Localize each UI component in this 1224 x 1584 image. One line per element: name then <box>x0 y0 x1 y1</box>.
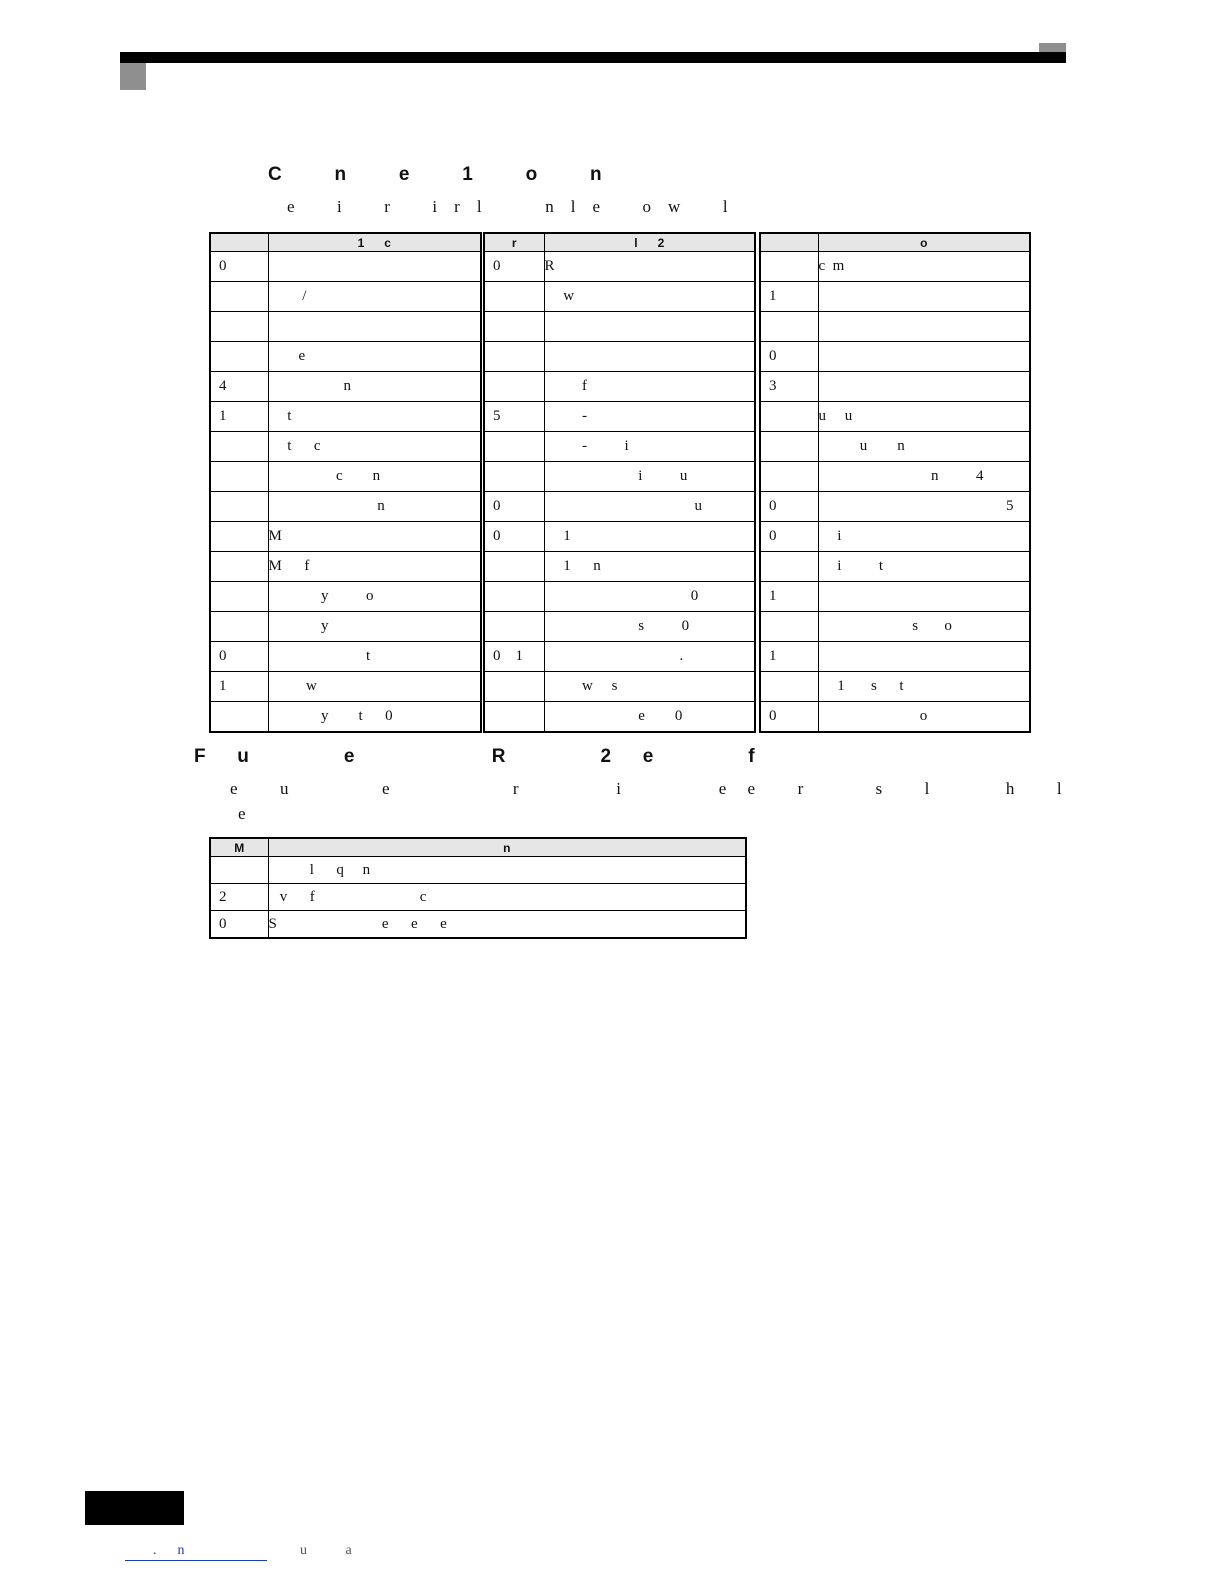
table1-cell-description: w s <box>544 672 755 702</box>
table1-cell-code <box>210 312 268 342</box>
table1-header: o <box>818 233 1030 252</box>
table1-row <box>210 282 481 312</box>
table1-row <box>210 612 481 642</box>
section2-text-line2: e <box>238 804 246 823</box>
table1-cell-description: 1 n <box>544 552 755 582</box>
table1-cell-description <box>818 282 1030 312</box>
table1-cell-code: 4 <box>210 372 268 402</box>
table2-cell-code: 2 <box>210 884 268 911</box>
table1-cell-description: s o <box>818 612 1030 642</box>
table1-panel-b <box>483 232 756 733</box>
table1-cell-code <box>484 672 544 702</box>
table1-row <box>760 522 1030 552</box>
table1-cell-description: c m <box>818 252 1030 282</box>
table2-cell-description: v f c <box>268 884 746 911</box>
table1-cell-code <box>484 612 544 642</box>
table1-cell-code <box>210 492 268 522</box>
table1-cell-description: . <box>544 642 755 672</box>
table1-row <box>484 672 755 702</box>
table1-cell-code <box>484 372 544 402</box>
table1-cell-code <box>210 612 268 642</box>
table1-cell-description: u n <box>818 432 1030 462</box>
table1-cell-code <box>210 462 268 492</box>
table1-cell-description <box>818 342 1030 372</box>
table1-cell-description <box>544 342 755 372</box>
table1-cell-description: - i <box>544 432 755 462</box>
table1-row <box>210 672 481 702</box>
table1-cell-description: i u <box>544 462 755 492</box>
table1-row <box>484 432 755 462</box>
table1-cell-description: o <box>818 702 1030 733</box>
table2 <box>209 837 747 939</box>
table1-row <box>760 432 1030 462</box>
table1-row <box>210 312 481 342</box>
table2-header: M <box>210 838 268 857</box>
table1-cell-description: w <box>544 282 755 312</box>
header-rule <box>120 52 1066 63</box>
table1-cell-code: 0 <box>760 492 818 522</box>
table1-header: r <box>484 233 544 252</box>
table1-cell-code <box>484 312 544 342</box>
table1-cell-description <box>818 642 1030 672</box>
table1-cell-code: 0 <box>760 522 818 552</box>
table1-row <box>484 312 755 342</box>
table1-cell-code <box>210 432 268 462</box>
table1-row <box>210 582 481 612</box>
table1-cell-description: M <box>268 522 481 552</box>
table1-cell-description: t c <box>268 432 481 462</box>
table1-row <box>760 252 1030 282</box>
table2-cell-description: S e e e <box>268 911 746 939</box>
table1-cell-code: 0 <box>760 342 818 372</box>
table1-row <box>210 492 481 522</box>
table1-row <box>210 702 481 733</box>
table1-cell-code: 3 <box>760 372 818 402</box>
table1-cell-description: n <box>268 492 481 522</box>
table1-cell-code <box>484 462 544 492</box>
table1-cell-description: M f <box>268 552 481 582</box>
table1-cell-code <box>484 552 544 582</box>
table1-cell-code <box>210 282 268 312</box>
table1-row <box>210 252 481 282</box>
table1-cell-description: u <box>544 492 755 522</box>
table1-cell-code: 5 <box>484 402 544 432</box>
table1-cell-description <box>818 312 1030 342</box>
table1-header: l 2 <box>544 233 755 252</box>
table1-row <box>210 522 481 552</box>
table1-cell-description: n <box>268 372 481 402</box>
table1-row <box>484 642 755 672</box>
page-number-block <box>85 1491 184 1525</box>
table1-row <box>210 462 481 492</box>
table1-row <box>760 552 1030 582</box>
table1-header <box>210 233 268 252</box>
table1-cell-description <box>268 312 481 342</box>
section1-text: e i r i r l n l e o w l <box>287 197 728 216</box>
table2-row <box>210 911 746 939</box>
table1-cell-code <box>484 342 544 372</box>
table1-cell-code: 1 <box>760 582 818 612</box>
table1-row <box>760 612 1030 642</box>
table1-cell-description <box>818 582 1030 612</box>
table1-cell-code <box>760 312 818 342</box>
table1-row <box>484 492 755 522</box>
table1-cell-description: i t <box>818 552 1030 582</box>
table1-cell-code <box>210 342 268 372</box>
table1-cell-code: 0 1 <box>484 642 544 672</box>
table1-row <box>484 582 755 612</box>
table1-row <box>760 342 1030 372</box>
section1-heading: C n e 1 o n <box>268 164 602 185</box>
table1-cell-code <box>210 522 268 552</box>
table1-cell-code <box>484 282 544 312</box>
table1-row <box>760 282 1030 312</box>
table1-cell-description: c n <box>268 462 481 492</box>
table1-cell-description: y <box>268 612 481 642</box>
table1-cell-code: 1 <box>210 672 268 702</box>
table1-header: 1 c <box>268 233 481 252</box>
table1-cell-description: y o <box>268 582 481 612</box>
table1-cell-description: w <box>268 672 481 702</box>
table1-row <box>760 642 1030 672</box>
table1-cell-description: 5 <box>818 492 1030 522</box>
table2-row <box>210 857 746 884</box>
footer-link[interactable]: . n <box>125 1543 267 1561</box>
section2-heading: F u e R 2 e f <box>194 746 755 767</box>
table1-row <box>760 402 1030 432</box>
table1-panel-c <box>759 232 1031 733</box>
table1-cell-code: 0 <box>484 252 544 282</box>
table1-cell-code <box>210 552 268 582</box>
corner-marker <box>1039 43 1066 52</box>
table1-cell-description: u u <box>818 402 1030 432</box>
table1-row <box>484 372 755 402</box>
table1-row <box>484 612 755 642</box>
table1-cell-code <box>484 702 544 733</box>
table1-row <box>760 492 1030 522</box>
table1-cell-code: 1 <box>760 282 818 312</box>
table1-cell-code <box>760 462 818 492</box>
table1-cell-description: e <box>268 342 481 372</box>
table1-cell-description: e 0 <box>544 702 755 733</box>
table1-header <box>760 233 818 252</box>
table1-cell-description <box>544 312 755 342</box>
table1-cell-code <box>760 672 818 702</box>
table1-row <box>210 552 481 582</box>
table1-cell-code: 0 <box>484 492 544 522</box>
table1-cell-description: / <box>268 282 481 312</box>
table1-cell-code <box>760 402 818 432</box>
table1-row <box>760 582 1030 612</box>
table1-cell-code <box>484 432 544 462</box>
table1-cell-code <box>760 612 818 642</box>
table1-cell-code <box>210 582 268 612</box>
table1-row <box>760 462 1030 492</box>
section2-text-line1: e u e r i e e r s l h l <box>230 779 1062 798</box>
table1-cell-code: 0 <box>484 522 544 552</box>
table1-cell-code <box>760 252 818 282</box>
chapter-tab-marker <box>120 63 146 90</box>
table1-row <box>760 312 1030 342</box>
table1-cell-description: R <box>544 252 755 282</box>
table1-row <box>760 372 1030 402</box>
table1-cell-description <box>818 372 1030 402</box>
table1-cell-description: t <box>268 642 481 672</box>
table1-cell-description: 1 <box>544 522 755 552</box>
table2-header: n <box>268 838 746 857</box>
table2-cell-code <box>210 857 268 884</box>
table1-row <box>484 342 755 372</box>
table1-cell-code: 0 <box>210 642 268 672</box>
table1-cell-description: t <box>268 402 481 432</box>
table1-cell-description: 1 s t <box>818 672 1030 702</box>
table1-row <box>484 252 755 282</box>
table1-panel-a <box>209 232 482 733</box>
table1-cell-description: i <box>818 522 1030 552</box>
table1-cell-description <box>268 252 481 282</box>
table1-row <box>210 642 481 672</box>
table1-cell-code <box>760 432 818 462</box>
table1-row <box>760 702 1030 733</box>
table1-cell-description: 0 <box>544 582 755 612</box>
table1-row <box>484 402 755 432</box>
table1-row <box>760 672 1030 702</box>
table1-cell-code: 1 <box>210 402 268 432</box>
table2-row <box>210 884 746 911</box>
table1-row <box>210 372 481 402</box>
table1-row <box>484 702 755 733</box>
table1-cell-description: f <box>544 372 755 402</box>
footer-text: u a <box>300 1543 352 1558</box>
table1-cell-code <box>210 702 268 733</box>
table1-row <box>484 552 755 582</box>
table1-row <box>484 462 755 492</box>
table1-row <box>484 522 755 552</box>
table1-cell-description: y t 0 <box>268 702 481 733</box>
table2-cell-code: 0 <box>210 911 268 939</box>
table1-cell-code <box>484 582 544 612</box>
table1-row <box>210 342 481 372</box>
table1-row <box>210 402 481 432</box>
table1-row <box>210 432 481 462</box>
table1-cell-description: - <box>544 402 755 432</box>
table1-cell-description: s 0 <box>544 612 755 642</box>
table1-cell-code: 1 <box>760 642 818 672</box>
table1-row <box>484 282 755 312</box>
table1-cell-code: 0 <box>760 702 818 733</box>
table1-cell-code <box>760 552 818 582</box>
table1-cell-description: n 4 <box>818 462 1030 492</box>
table2-cell-description: l q n <box>268 857 746 884</box>
table1-cell-code: 0 <box>210 252 268 282</box>
